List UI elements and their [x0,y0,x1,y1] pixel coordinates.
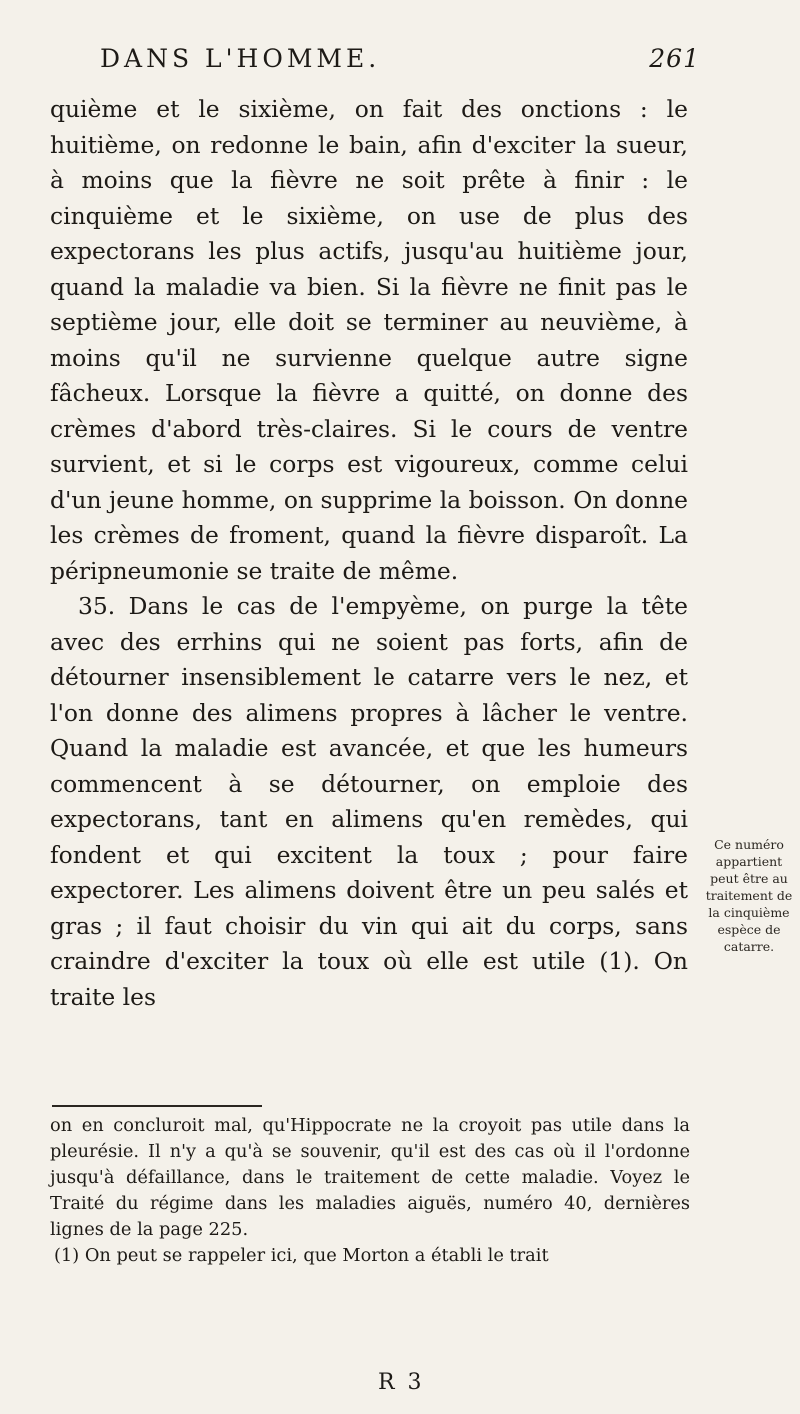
paragraph-1: quième et le sixième, on fait des onctions : le huitième, on redonne le bain, afin d'exciter la sueur, à moins que la fièvre ne soit prête à finir : le cinquième et le sixième, on use de plus des expectorans les plus actifs, jusqu'au huitième jour, quand la maladie va bien. Si la fièvre ne finit pas le septième jour, elle doit se terminer au neuvième, à moins qu'il ne survienne quelque autre signe fâcheux. Lorsque la fièvre a quitté, on donne des crèmes d'abord très-claires. Si le cours de ventre survient, et si le corps est vigoureux, comme celui d'un jeune homme, on supprime la boisson. On donne les crèmes de froment, quand la fièvre disparoît. La péripneumonie se traite de même. [50,95,688,585]
footnote-continued: on en concluroit mal, qu'Hippocrate ne la croyoit pas utile dans la pleurésie. Il n'y a qu'à se souvenir, qu'il est des cas où il l'ordonne jusqu'à défaillance, dans le traitement de cette maladie. Voyez le Traité du régime dans les maladies aiguës, numéro 40, dernières lignes de la page 225. [50,1115,690,1240]
margin-note: Ce numéro appartient peut être au traitement de la cinquième espèce de catarre. [705,837,793,954]
paragraph-2: 35. Dans le cas de l'empyème, on purge la tête avec des errhins qui ne soient pas forts, afin de détourner insensiblement le catarre vers le nez, et l'on donne des alimens propres à lâcher le ventre. Quand la maladie est avancée, et que les humeurs commencent à se détourner, on emploie des expectorans, tant en alimens qu'en remèdes, qui fondent et qui excitent la toux ; pour faire expectorer. Les alimens doivent être un peu salés et gras ; il faut choisir du vin qui ait du corps, sans craindre d'exciter la toux où elle est utile (1). On traite les [50,592,688,1011]
signature-mark: R 3 [378,1370,425,1395]
footnote-rule [52,1105,262,1107]
footnote-1: (1) On peut se rappeler ici, que Morton a établi le trait [54,1245,549,1266]
running-title: DANS L'HOMME. [100,44,381,73]
main-text [50,92,688,1015]
page-number: 261 [649,44,700,73]
footnotes [50,1113,690,1269]
